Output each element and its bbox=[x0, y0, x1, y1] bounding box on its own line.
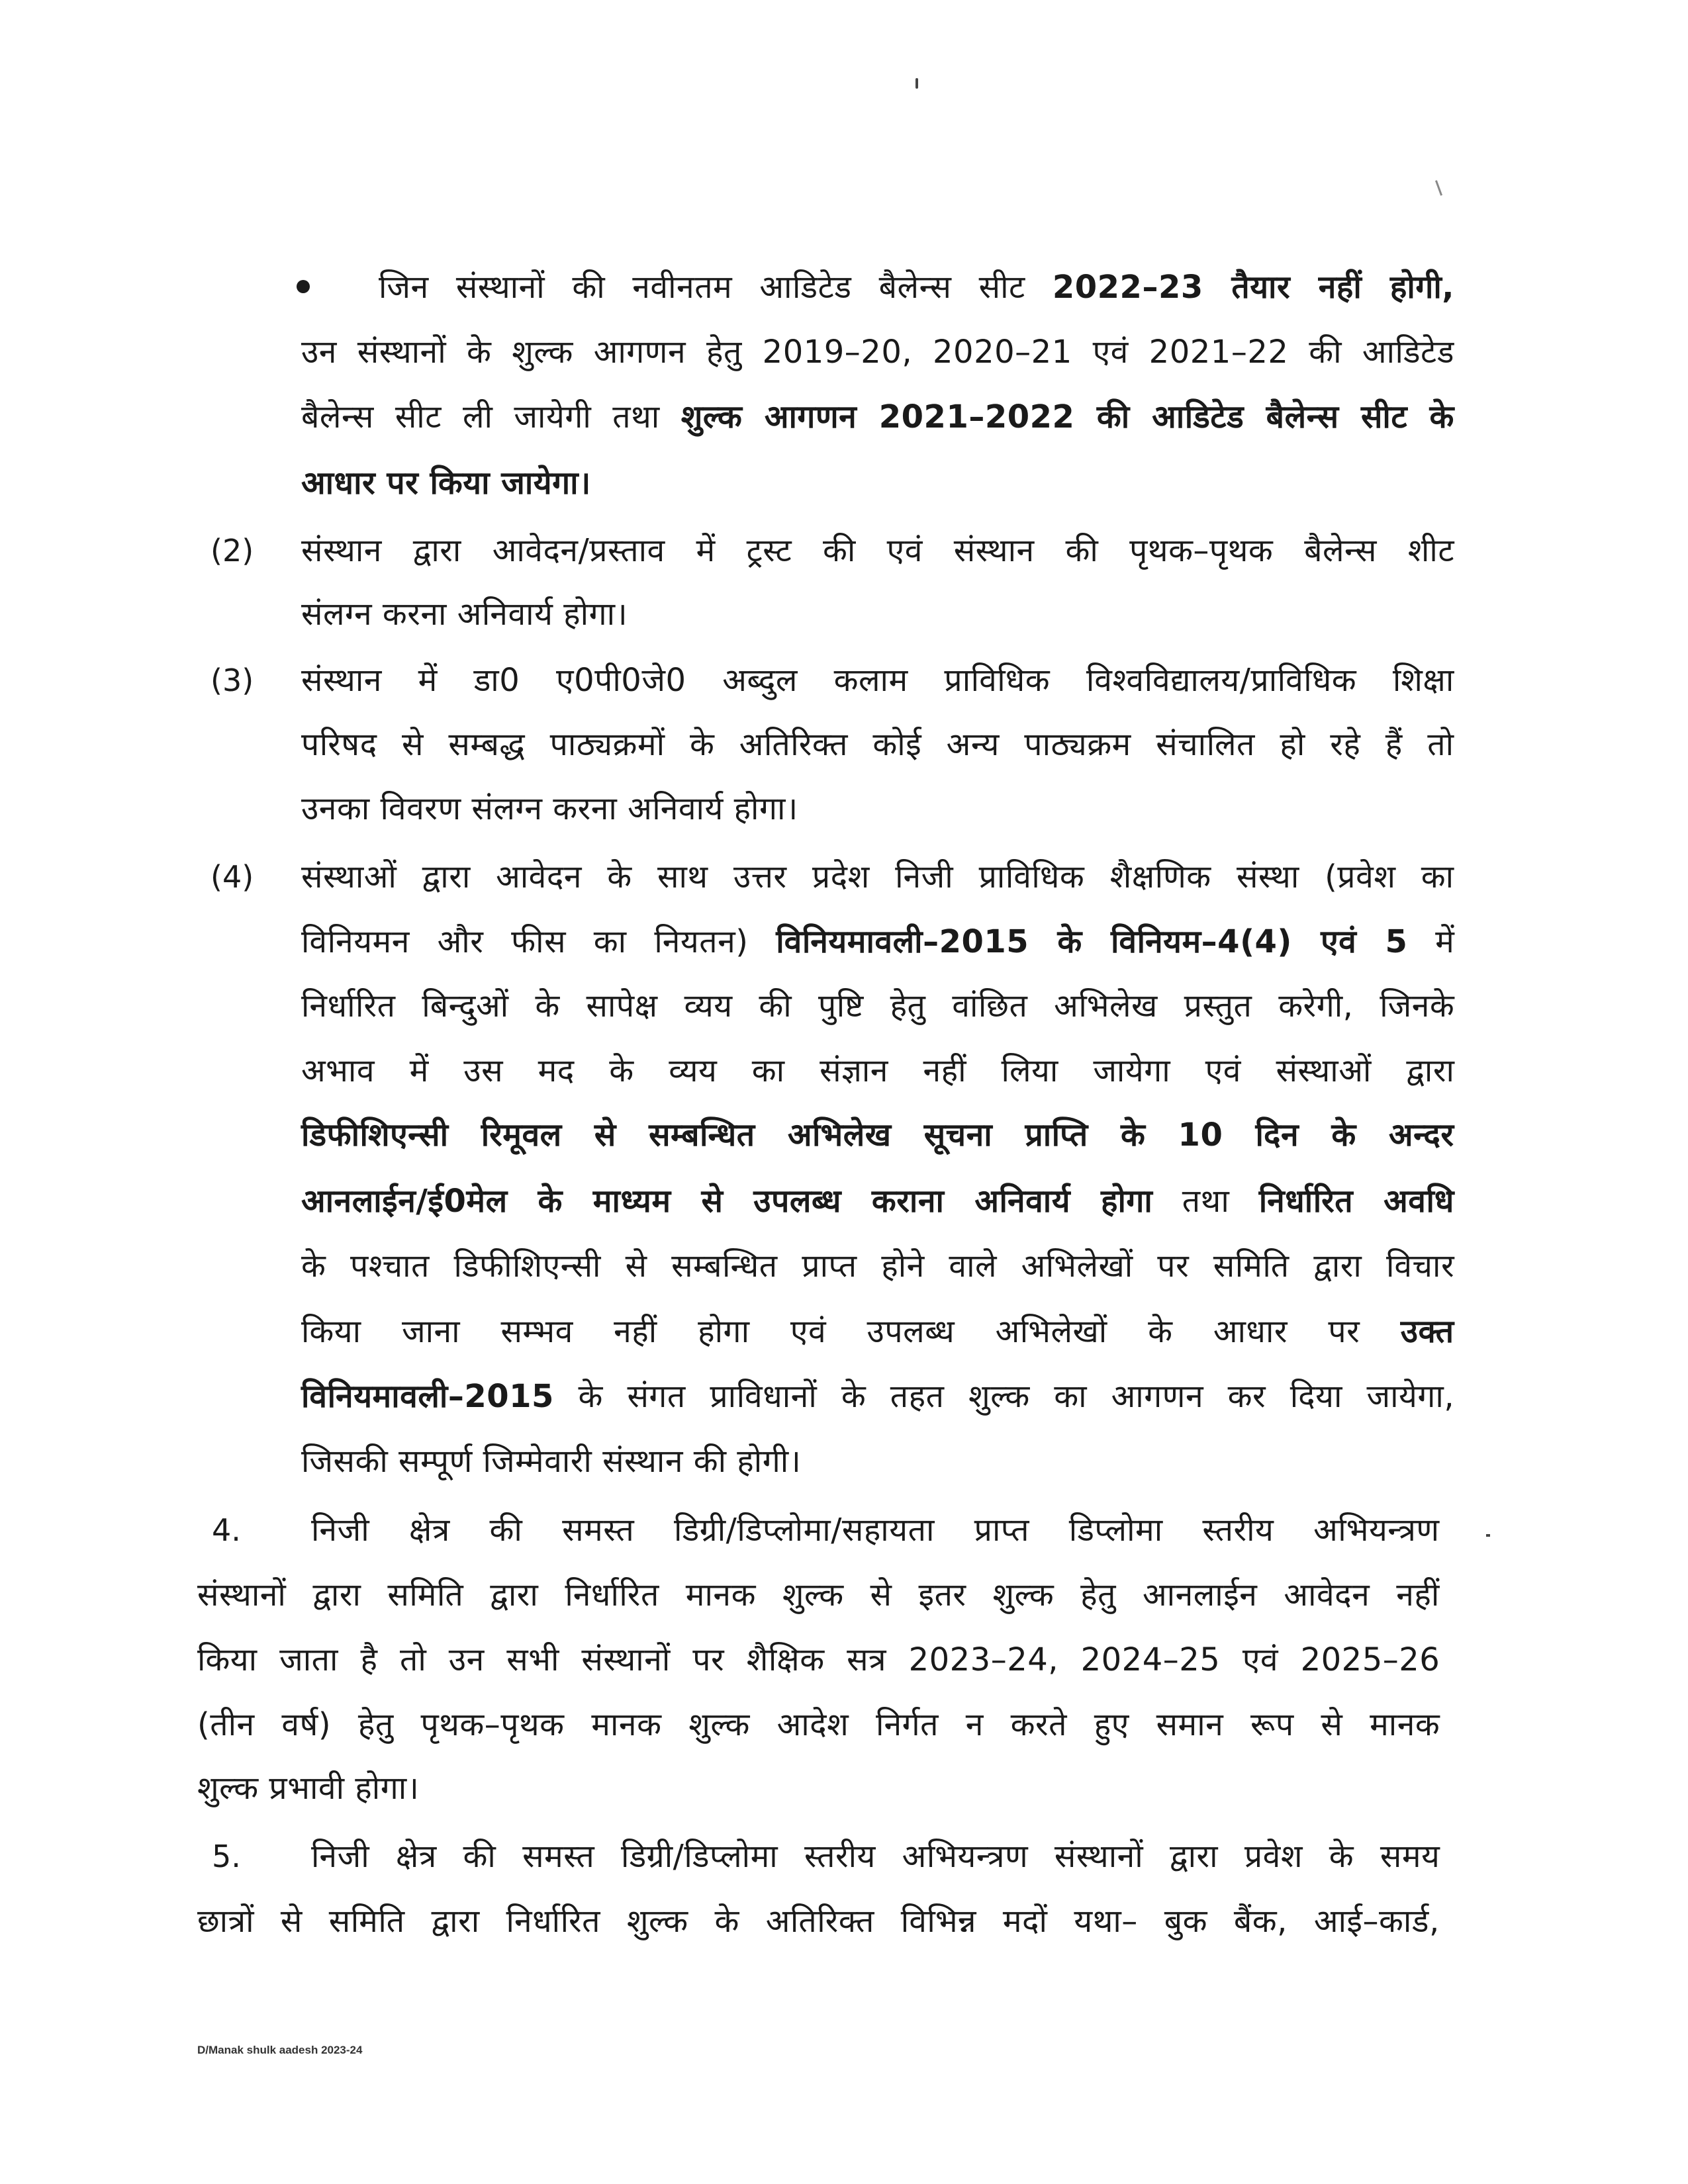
item-2-line-2: संलग्न करना अनिवार्य होगा। bbox=[301, 596, 628, 633]
item-4-line-6 bbox=[301, 1181, 1454, 1221]
para-4-line-2: संस्थानों द्वारा समिति द्वारा निर्धारित मानक शुल्क से इतर शुल्क हेतु आनलाईन आवेदन नहीं bbox=[197, 1576, 1440, 1614]
bold-text-segment: निर्धारित अवधि bbox=[1258, 1183, 1454, 1220]
text-segment: बैलेन्स सीट ली जायेगी तथा bbox=[301, 398, 681, 435]
para-4-line-4: (तीन वर्ष) हेतु पृथक–पृथक मानक शुल्क आदेश निर्गत न करते हुए समान रूप से मानक bbox=[197, 1706, 1440, 1743]
text-segment: विनियमन और फीस का नियतन) bbox=[301, 923, 776, 960]
para-5-line-2: छात्रों से समिति द्वारा निर्धारित शुल्क के अतिरिक्त विभिन्न मदों यथा– बुक बैंक, आई–कार्ड, bbox=[197, 1903, 1440, 1940]
scan-mark bbox=[1435, 180, 1442, 196]
item-4-line-4 bbox=[301, 1051, 1454, 1091]
text-segment: जिसकी सम्पूर्ण जिम्मेवारी संस्थान की होगी। bbox=[301, 1443, 802, 1480]
item-3-line-1: संस्थान में डा0 ए0पी0जे0 अब्दुल कलाम प्राविधिक विश्वविद्यालय/प्राविधिक शिक्षा bbox=[301, 662, 1454, 699]
item-number: (3) bbox=[211, 662, 254, 698]
para-4-line-5: शुल्क प्रभावी होगा। bbox=[197, 1770, 420, 1807]
bold-text-segment: उक्त bbox=[1400, 1313, 1454, 1350]
item-4-line-3 bbox=[301, 986, 1454, 1026]
paragraph-number: 4. bbox=[212, 1512, 241, 1548]
text-segment: किया जाना सम्भव नहीं होगा एवं उपलब्ध अभिलेखों के आधार पर bbox=[301, 1313, 1401, 1350]
bullet-line-1 bbox=[379, 267, 1454, 307]
paragraph-number: 5. bbox=[212, 1839, 241, 1874]
bold-text-segment: 2022–23 तैयार नहीं होगी, bbox=[1052, 269, 1455, 306]
para-5-line-1: निजी क्षेत्र की समस्त डिग्री/डिप्लोमा स्तरीय अभियन्त्रण संस्थानों द्वारा प्रवेश के समय bbox=[311, 1838, 1440, 1875]
text-segment: अभाव में उस मद के व्यय का संज्ञान नहीं लिया जायेगा एवं संस्थाओं द्वारा bbox=[301, 1052, 1455, 1089]
text-segment: के पश्चात डिफीशिएन्सी से सम्बन्धित प्राप्त होने वाले अभिलेखों पर समिति द्वारा विचार bbox=[301, 1248, 1455, 1285]
item-4-line-5 bbox=[301, 1115, 1454, 1155]
text-segment: जिन संस्थानों की नवीनतम आडिटेड बैलेन्स सीट bbox=[379, 269, 1053, 306]
bold-text-segment: आनलाईन/ई0मेल के माध्यम से उपलब्ध कराना अनिवार्य होगा bbox=[301, 1183, 1153, 1220]
item-4-line-7 bbox=[301, 1246, 1454, 1286]
scan-mark bbox=[1486, 1534, 1490, 1537]
para-4-line-3: किया जाता है तो उन सभी संस्थानों पर शैक्षिक सत्र 2023–24, 2024–25 एवं 2025–26 bbox=[197, 1641, 1440, 1678]
text-segment: तथा bbox=[1152, 1183, 1259, 1220]
bold-text-segment: डिफीशिएन्सी रिमूवल से सम्बन्धित अभिलेख सूचना प्राप्ति के 10 दिन के अन्दर bbox=[301, 1116, 1454, 1154]
bold-text-segment: आधार पर किया जायेगा। bbox=[301, 465, 591, 502]
text-segment: संस्थाओं द्वारा आवेदन के साथ उत्तर प्रदेश निजी प्राविधिक शैक्षणिक संस्था (प्रवेश का bbox=[301, 858, 1454, 895]
bold-text-segment: विनियमावली–2015 bbox=[301, 1378, 554, 1415]
document-footer-reference: D/Manak shulk aadesh 2023-24 bbox=[197, 2044, 363, 2056]
text-segment: उन संस्थानों के शुल्क आगणन हेतु 2019–20, 2020–21 एवं 2021–22 की आडिटेड bbox=[301, 334, 1454, 371]
text-segment: में bbox=[1407, 923, 1455, 960]
item-number: (2) bbox=[211, 533, 254, 569]
scan-mark bbox=[915, 78, 918, 89]
text-segment: निर्धारित बिन्दुओं के सापेक्ष व्यय की पुष्टि हेतु वांछित अभिलेख प्रस्तुत करेगी, जिनके bbox=[301, 987, 1455, 1024]
bullet-line-3 bbox=[301, 397, 1454, 437]
item-4-line-1 bbox=[301, 857, 1454, 897]
item-4-line-10 bbox=[301, 1441, 801, 1481]
item-4-line-9 bbox=[301, 1377, 1454, 1416]
item-3-line-3: उनका विवरण संलग्न करना अनिवार्य होगा। bbox=[301, 790, 798, 827]
item-3-line-2: परिषद से सम्बद्ध पाठ्यक्रमों के अतिरिक्त कोई अन्य पाठ्यक्रम संचालित हो रहे हैं तो bbox=[301, 726, 1454, 763]
bullet-icon bbox=[297, 280, 310, 293]
bullet-line-4 bbox=[301, 463, 591, 503]
bold-text-segment: शुल्क आगणन 2021–2022 की आडिटेड बैलेन्स सीट के bbox=[680, 398, 1454, 435]
item-4-line-2 bbox=[301, 922, 1454, 962]
bullet-line-2 bbox=[301, 332, 1454, 372]
bold-text-segment: विनियमावली–2015 के विनियम–4(4) एवं 5 bbox=[776, 923, 1408, 960]
item-number: (4) bbox=[211, 859, 254, 895]
item-4-line-8 bbox=[301, 1312, 1454, 1351]
para-4-line-1: निजी क्षेत्र की समस्त डिग्री/डिप्लोमा/सहायता प्राप्त डिप्लोमा स्तरीय अभियन्त्रण bbox=[311, 1512, 1440, 1549]
text-segment: के संगत प्राविधानों के तहत शुल्क का आगणन कर दिया जायेगा, bbox=[553, 1378, 1455, 1415]
item-2-line-1: संस्थान द्वारा आवेदन/प्रस्ताव में ट्रस्ट की एवं संस्थान की पृथक–पृथक बैलेन्स शीट bbox=[301, 532, 1455, 569]
